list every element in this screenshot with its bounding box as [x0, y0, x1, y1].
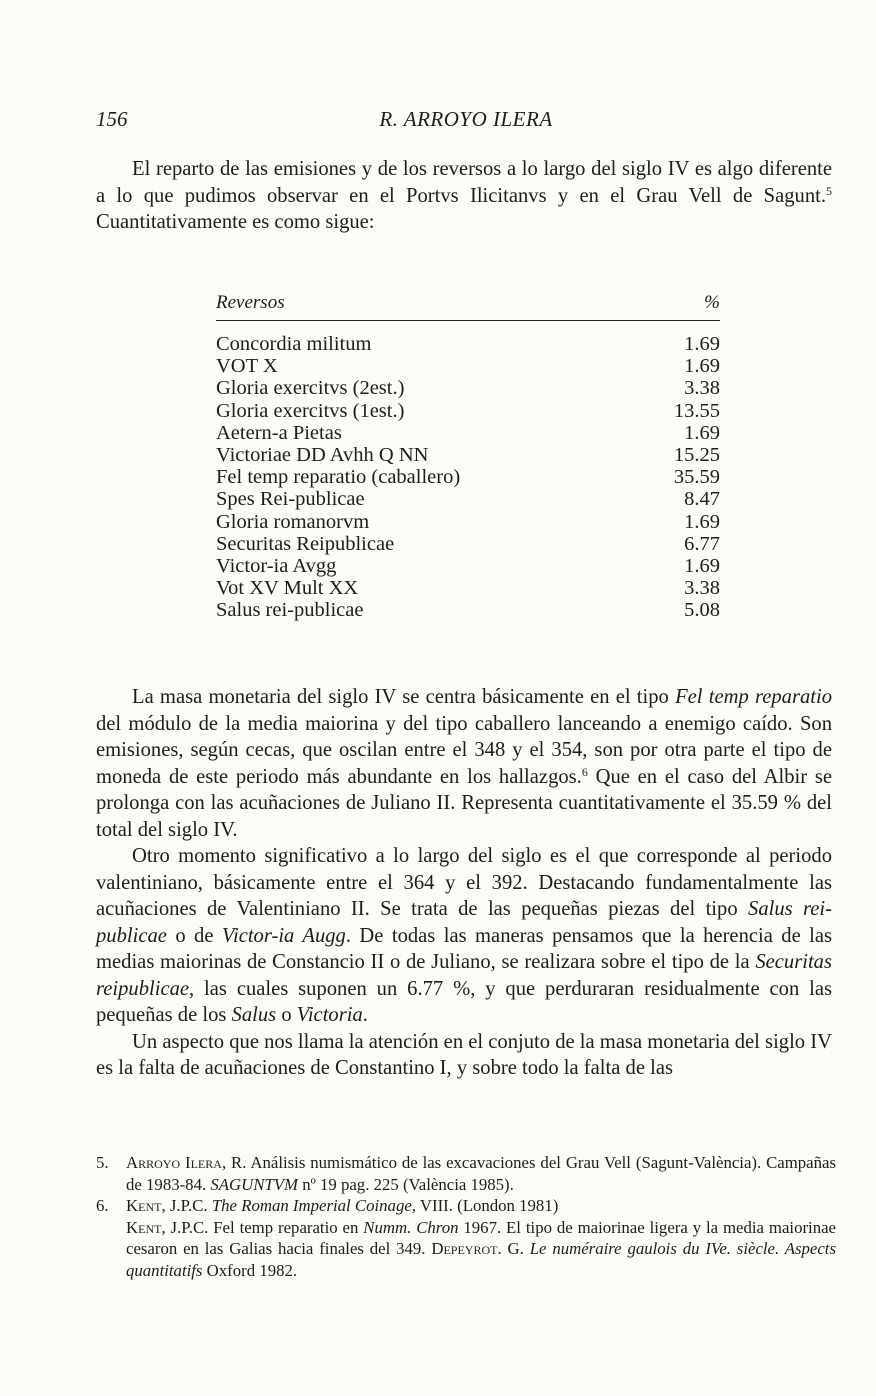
text-run: , VIII. (London 1981) [411, 1196, 559, 1215]
footnote-author: Arroyo Ilera [126, 1153, 222, 1172]
footnote-ref-6[interactable]: 6 [581, 764, 588, 779]
table-row [216, 488, 720, 510]
italic-term: Fel temp reparatio [675, 686, 832, 708]
text-run: o de [166, 924, 222, 947]
italic-term: Le numéraire gaulois du IVe. siècle. Aspects quantitatifs [126, 1239, 836, 1280]
reverso-name: Gloria romanorvm [216, 510, 370, 533]
reverso-percent: 35.59 [673, 466, 720, 489]
text-run: . [362, 1004, 368, 1026]
text-run: o [276, 1004, 297, 1026]
table-row [216, 466, 720, 488]
italic-term: Securitas reipublicae [96, 951, 832, 1000]
italic-term: Victoria [296, 1004, 363, 1026]
reversos-table [216, 292, 720, 621]
text-run: , J.P.C. Fel temp reparatio en [161, 1217, 364, 1237]
italic-term: Salus [231, 1004, 277, 1026]
reverso-name: Vot XV Mult XX [216, 577, 359, 600]
column-header-percent: % [704, 292, 720, 313]
reverso-percent: 6.77 [684, 532, 720, 555]
footnote-author: Kent [126, 1217, 162, 1237]
text-run: , las cuales suponen un 6.77 %, y que perduraran residualmente con las pequeñas de los [96, 977, 832, 1026]
text-run: Oxford 1982. [202, 1260, 298, 1280]
text-run: . G. [497, 1239, 530, 1258]
reverso-name: Gloria exercitvs (1est.) [216, 399, 405, 422]
footnote-author: Depeyrot [431, 1239, 498, 1258]
footnote-5 [96, 1152, 836, 1195]
reverso-name: Concordia militum [216, 333, 372, 355]
table-row [216, 599, 720, 621]
footnote-number: 5. [96, 1153, 109, 1172]
reverso-percent: 1.69 [684, 510, 720, 533]
reverso-name: Salus rei-publicae [216, 599, 364, 622]
column-header-reversos: Reversos [216, 292, 285, 313]
reverso-name: Victor-ia Avgg [216, 554, 337, 577]
reverso-percent: 8.47 [684, 488, 720, 511]
reverso-percent: 1.69 [684, 333, 720, 355]
footnotes [96, 1152, 836, 1281]
table-body [216, 333, 720, 621]
text-run: . De todas las maneras pensamos que la herencia de las medias maiorinas de Constancio II o de Juliano, se realizara sobre el tipo de la [96, 924, 833, 973]
reverso-percent: 15.25 [673, 443, 720, 466]
footnote-author: Kent [126, 1196, 162, 1215]
text-run: del módulo de la media maiorina y del tipo caballero lanceando a enemigo caído. Son emisiones, según cecas, que oscilan entre el 348 y el 354, son por otra parte el tipo de moneda de este periodo más abundante en los hallazgos. [96, 712, 832, 788]
running-head [96, 107, 836, 137]
italic-term: SAGUNTVM [210, 1174, 298, 1194]
intro-paragraph [96, 156, 832, 236]
reverso-name: Securitas Reipublicae [216, 532, 395, 555]
running-title: R. ARROYO ILERA [379, 107, 553, 131]
table-row [216, 577, 720, 599]
footnote-number: 6. [96, 1196, 109, 1215]
table-row [216, 355, 720, 377]
intro-text: El reparto de las emisiones y de los reversos a lo largo del siglo IV es algo diferente a lo que pudimos observar en el Portvs Ilicitanvs y en el Grau Vell de Sagunt. [96, 158, 832, 207]
table-row [216, 377, 720, 399]
paragraph-constantino [96, 1029, 832, 1082]
reverso-percent: 3.38 [684, 577, 720, 600]
reverso-name: VOT X [216, 355, 278, 378]
italic-term: Victor-ia Augg [221, 924, 346, 947]
reverso-percent: 5.08 [684, 599, 720, 622]
reverso-percent: 3.38 [684, 377, 720, 400]
reverso-name: Victoriae DD Avhh Q NN [216, 443, 429, 466]
footnote-6 [96, 1195, 836, 1281]
reverso-name: Gloria exercitvs (2est.) [216, 377, 405, 400]
reverso-percent: 1.69 [684, 421, 720, 444]
reverso-name: Aetern-a Pietas [216, 421, 342, 444]
italic-term: Salus rei-publicae [96, 898, 832, 947]
table-row [216, 444, 720, 466]
italic-term: The Roman Imperial Coinage [211, 1196, 412, 1215]
table-row [216, 400, 720, 422]
table-row [216, 333, 720, 355]
reverso-percent: 1.69 [684, 554, 720, 577]
body-text [96, 684, 832, 1082]
reverso-name: Spes Rei-publicae [216, 488, 365, 511]
table-header [216, 292, 720, 321]
text-run: , R. Análisis numismático de las excavaciones del Grau Vell (Sagunt-València). Campañas de 1983-84. [126, 1153, 836, 1194]
table-row [216, 511, 720, 533]
text-run: nº 19 pag. 225 (València 1985). [298, 1174, 514, 1194]
text-run: Otro momento significativo a lo largo del siglo es el que corresponde al periodo valentiniano, básicamente entre el 364 y el 392. Destacando fundamentalmente las acuñaciones de Valentiniano II. Se trata de las pequeñas piezas del tipo [96, 845, 832, 920]
paragraph-fel-temp [96, 684, 832, 843]
text-run: Un aspecto que nos llama la atención en el conjuto de la masa monetaria del siglo IV es la falta de acuñaciones de Constantino I, y sobre todo la falta de las [96, 1030, 832, 1079]
reverso-name: Fel temp reparatio (caballero) [216, 466, 461, 489]
text-run: , J.P.C. [161, 1196, 212, 1215]
reverso-percent: 13.55 [673, 399, 720, 422]
text-run: 1967. El tipo de maiorinae ligera y la media maiorinae cesaron en las Galias hacia finales del 349. [126, 1217, 836, 1258]
table-row [216, 555, 720, 577]
text-run: La masa monetaria del siglo IV se centra básicamente en el tipo [132, 686, 676, 708]
paragraph-valentiniano [96, 843, 832, 1029]
intro-text-after: Cuantitativamente es como sigue: [96, 211, 375, 233]
text-run: Que en el caso del Albir se prolonga con las acuñaciones de Juliano II. Representa cuantitativamente el 35.59 % del total del siglo IV. [96, 765, 832, 841]
italic-term: Numm. Chron [363, 1217, 459, 1237]
reverso-percent: 1.69 [684, 355, 720, 378]
footnote-ref-5[interactable]: 5 [826, 183, 832, 198]
page-number: 156 [96, 107, 128, 131]
table-row [216, 422, 720, 444]
table-row [216, 533, 720, 555]
